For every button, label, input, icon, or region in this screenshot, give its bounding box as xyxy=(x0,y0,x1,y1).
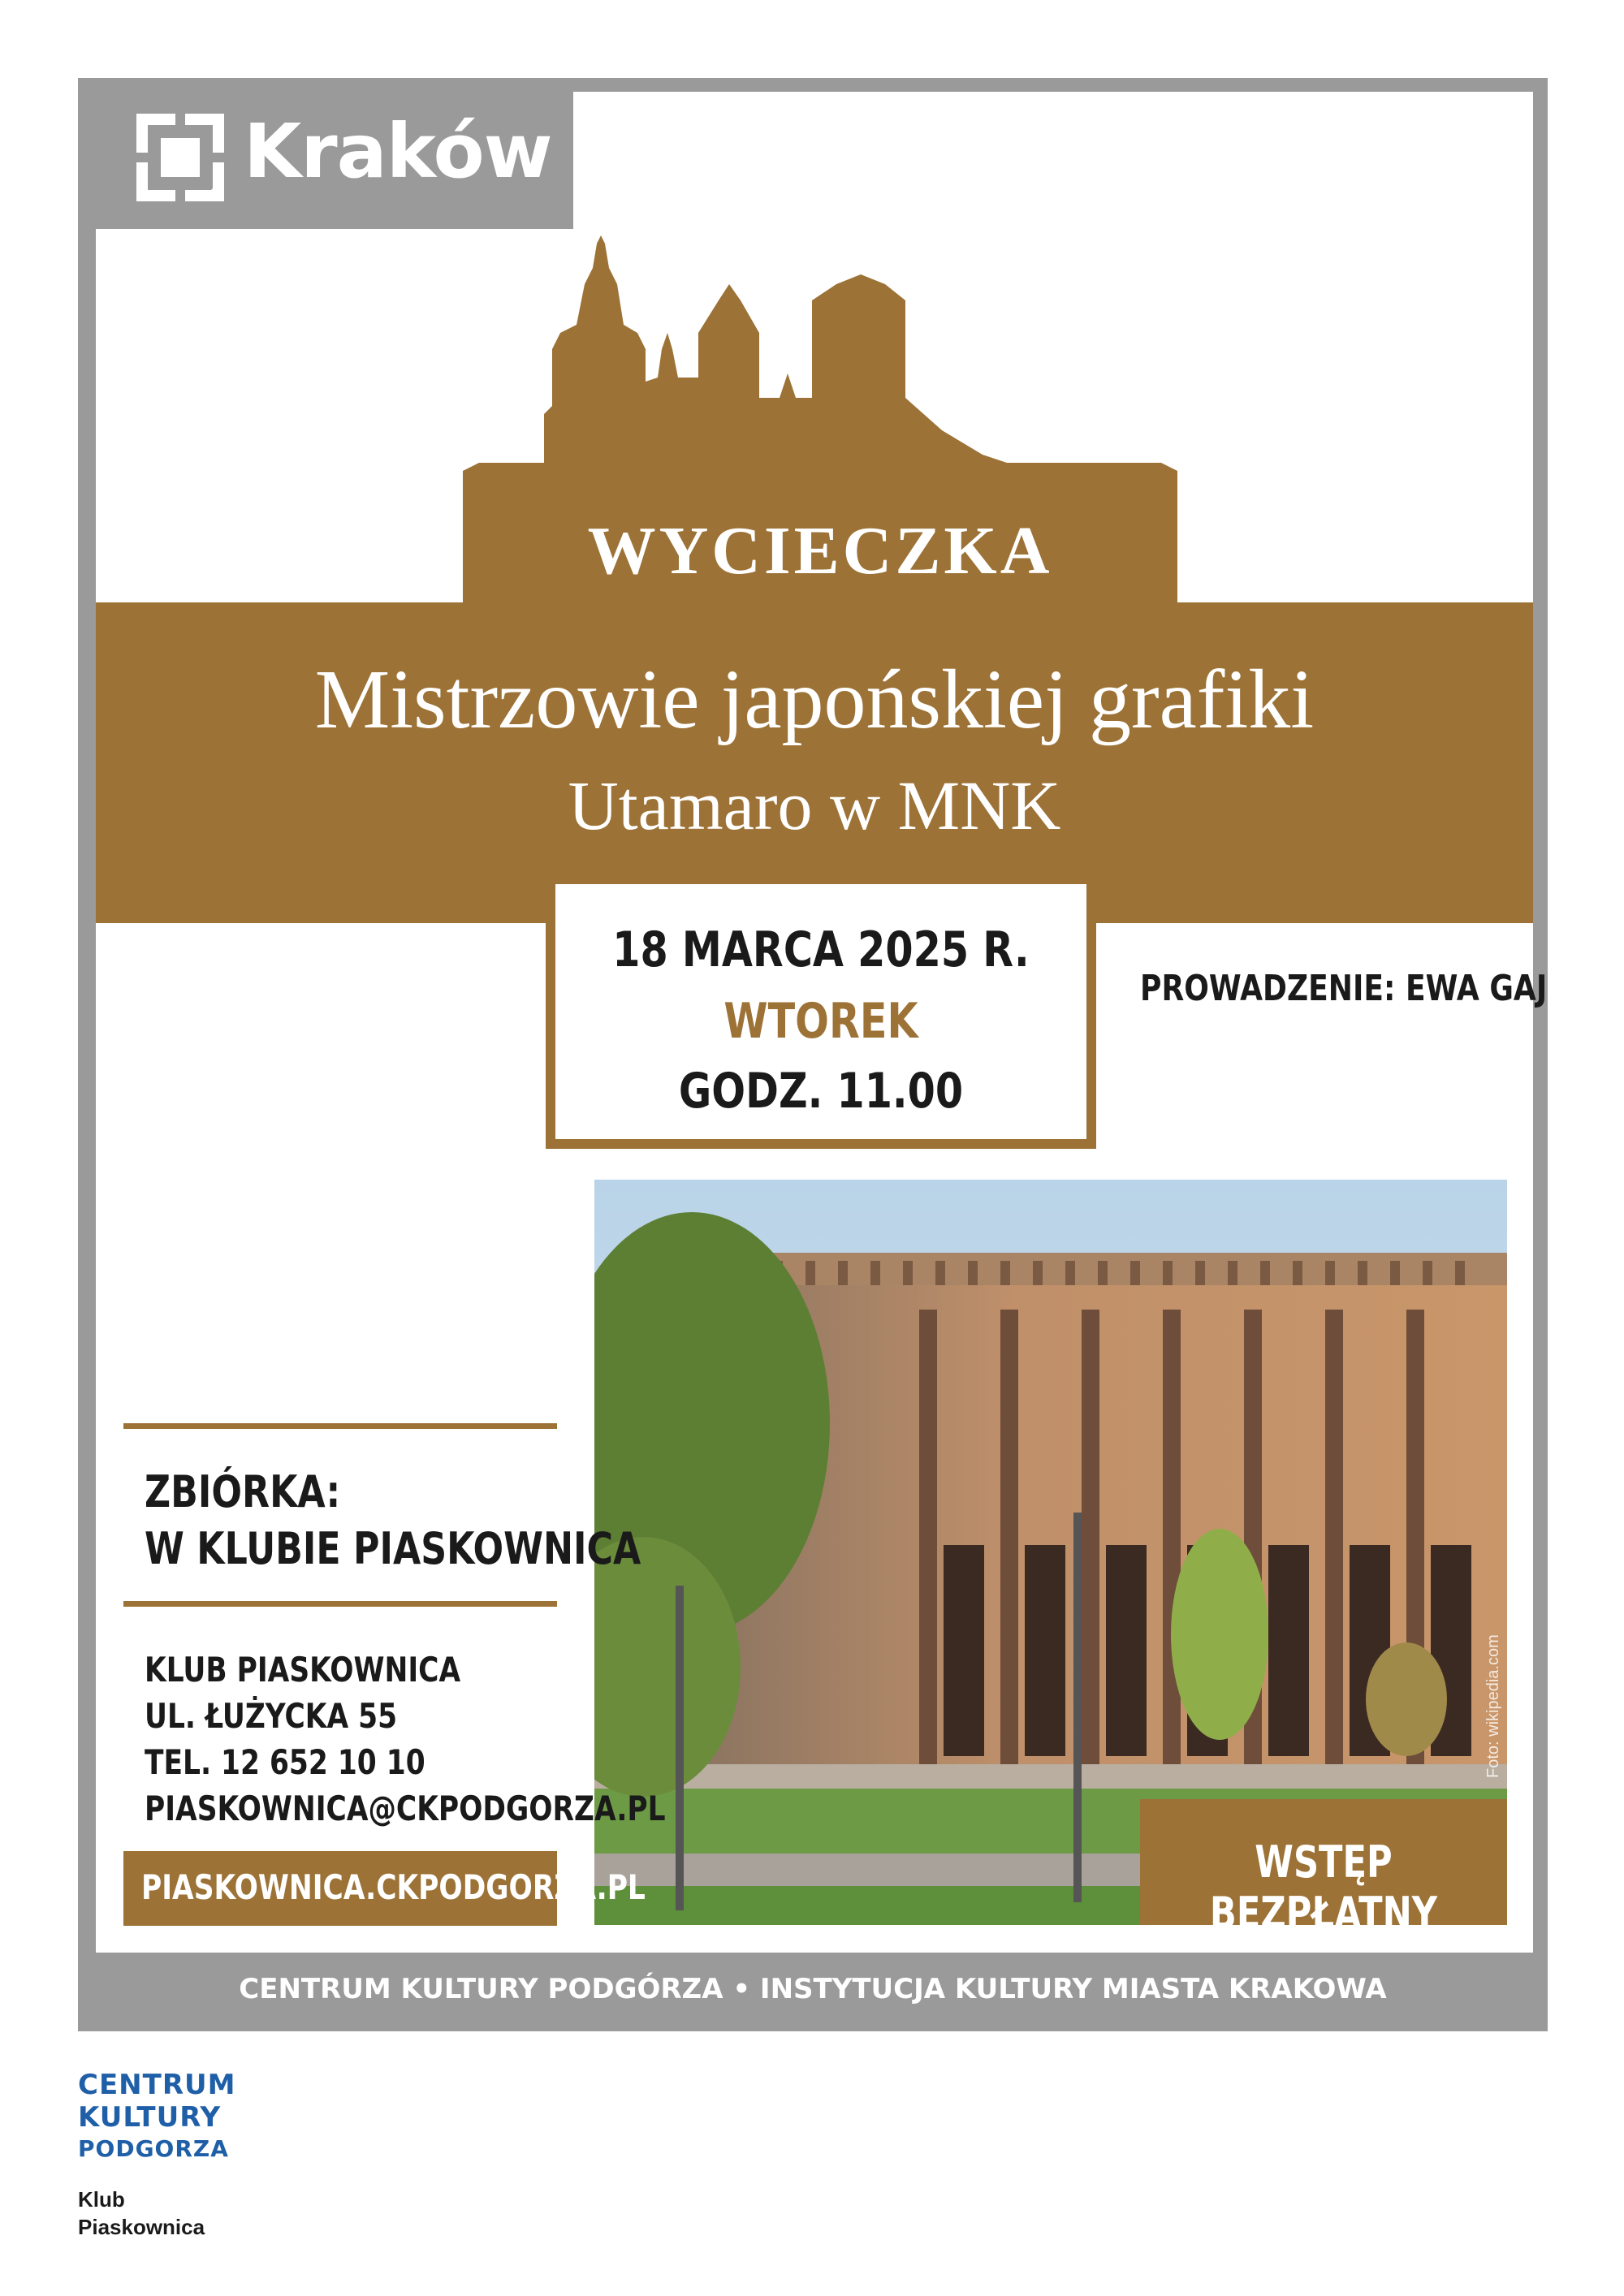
contact-name: KLUB PIASKOWNICA xyxy=(145,1650,461,1690)
contact-phone: TEL. 12 652 10 10 xyxy=(145,1742,425,1782)
website-box[interactable] xyxy=(123,1851,646,1926)
host-label: PROWADZENIE: EWA GAJ xyxy=(1140,968,1548,1009)
admission-box xyxy=(1140,1799,1507,1939)
event-date: 18 MARCA 2025 R. xyxy=(612,921,1030,978)
org-logo-line3: PODGORZA xyxy=(78,2135,229,2162)
kicker-wycieczka: WYCIECZKA xyxy=(587,513,1053,589)
club-label-line1: Klub xyxy=(78,2187,125,2212)
date-box xyxy=(546,874,1096,1149)
meeting-label: ZBIÓRKA: xyxy=(145,1466,341,1517)
website-link[interactable]: PIASKOWNICA.CKPODGORZA.PL xyxy=(141,1867,646,1907)
krakow-logo-icon xyxy=(136,114,224,201)
logo-text: Kraków xyxy=(244,108,552,195)
admission-text: WSTĘP BEZPŁATNY xyxy=(1209,1836,1438,1939)
org-logo-line2: KULTURY xyxy=(78,2101,222,2134)
date-box-inner xyxy=(555,884,1086,1139)
contact-street: UL. ŁUŻYCKA 55 xyxy=(145,1696,398,1736)
divider-bottom xyxy=(123,1601,557,1607)
org-logo-line1: CENTRUM xyxy=(78,2069,236,2101)
photo-credit: Foto: wikipedia.com xyxy=(1484,1634,1502,1778)
contact-email[interactable]: PIASKOWNICA@CKPODGORZA.PL xyxy=(145,1789,666,1828)
meeting-place: W KLUBIE PIASKOWNICA xyxy=(145,1523,641,1574)
event-weekday: WTOREK xyxy=(723,993,918,1050)
event-subtitle: Utamaro w MNK xyxy=(568,766,1061,844)
divider-top xyxy=(123,1423,557,1429)
footer-institution: CENTRUM KULTURY PODGÓRZA • INSTYTUCJA KULTURY MIASTA KRAKOWA xyxy=(239,1973,1387,2005)
krakow-logo-box xyxy=(96,92,573,229)
event-time: GODZ. 11.00 xyxy=(678,1063,964,1120)
event-title: Mistrzowie japońskiej grafiki xyxy=(314,653,1315,746)
club-label-line2: Piaskownica xyxy=(78,2215,205,2239)
